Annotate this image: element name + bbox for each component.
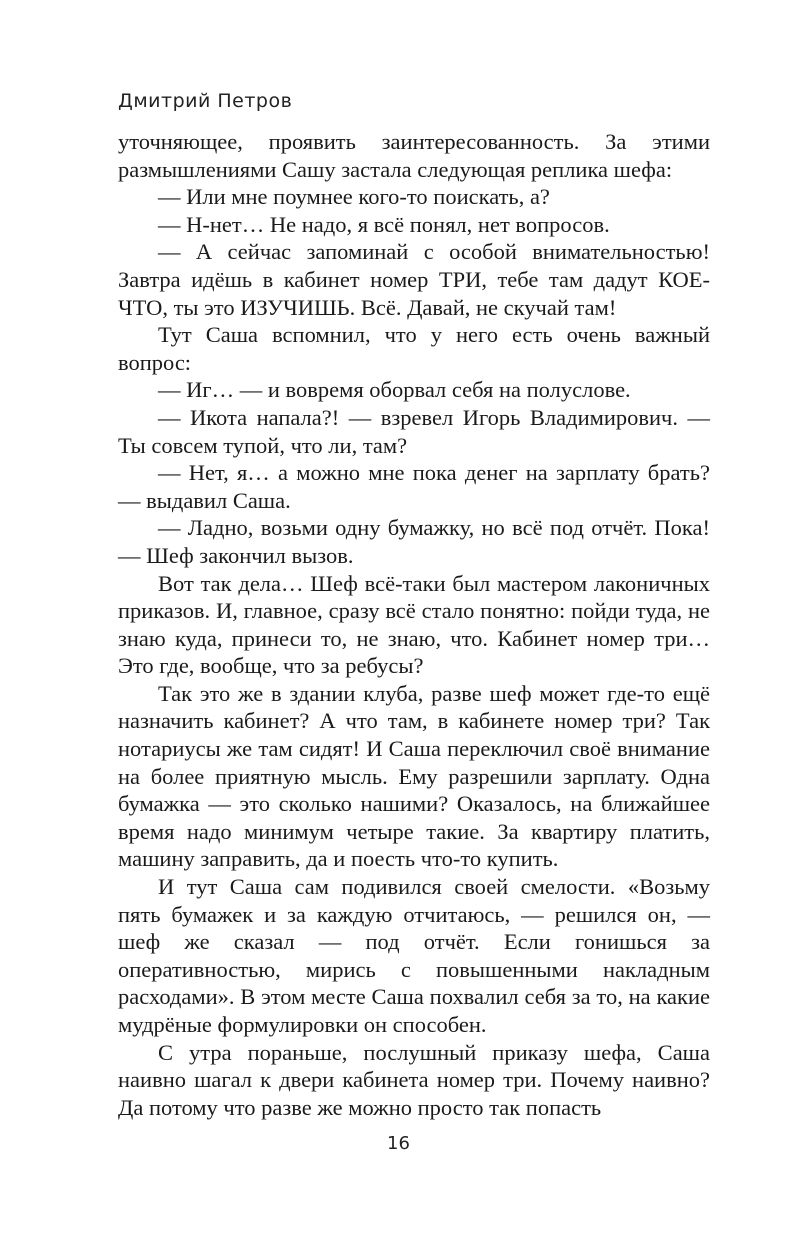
paragraph: Вот так дела… Шеф всё-таки был мастером лаконичных приказов. И, главное, сразу всё стало понятно: пойди туда, не знаю куда, принеси то, не знаю, что. Кабинет номер три… Это где, вообще, что за ребусы? bbox=[118, 570, 710, 679]
running-head: Дмитрий Петров bbox=[118, 90, 293, 112]
paragraph: Тут Саша вспомнил, что у него есть очень важный вопрос: bbox=[118, 322, 710, 375]
paragraph: И тут Саша сам подивился своей смелости. «Возьму пять бумажек и за каждую отчитаюсь, — решился он, — шеф же сказал — под отчёт. Если гонишься за оперативностью, мирись с повышенными накладным расходами». В этом месте Саша похвалил себя за то, на какие мудрёные формулировки он способен. bbox=[118, 874, 710, 1037]
paragraph: — Икота напала?! — взревел Игорь Владимирович. — Ты совсем тупой, что ли, там? bbox=[118, 404, 710, 458]
body-text bbox=[118, 128, 710, 1121]
paragraph: С утра пораньше, послушный приказу шефа, Саша наивно шагал к двери кабинета номер три. Почему наивно? Да потому что разве же можно просто так попасть bbox=[118, 1039, 710, 1120]
paragraph: — Или мне поумнее кого-то поискать, а? bbox=[158, 184, 550, 210]
paragraph: Так это же в здании клуба, разве шеф может где-то ещё назначить кабинет? А что там, в кабинете номер три? Так нотариусы же там сидят! И Саша переключил своё внимание на более приятную мысль. Ему разрешили зарплату. Одна бумажка — это сколько нашими? Оказалось, на ближайшее время надо минимум четыре такие. За квартиру платить, машину заправить, да и поесть что-то купить. bbox=[118, 680, 710, 872]
paragraph: уточняющее, проявить заинтересованность. За этими размышлениями Сашу застала следующая реплика шефа: bbox=[118, 129, 710, 182]
paragraph: — Нет, я… а можно мне пока денег на зарплату брать? — выдавил Саша. bbox=[118, 460, 710, 513]
paragraph: — А сейчас запоминай с особой внимательностью! Завтра идёшь в кабинет номер ТРИ, тебе там дадут КОЕ-ЧТО, ты это ИЗУЧИШЬ. Всё. Давай, не скучай там! bbox=[118, 239, 710, 320]
paragraph: — Ладно, возьми одну бумажку, но всё под отчёт. Пока! — Шеф закончил вызов. bbox=[118, 515, 710, 568]
page-number: 16 bbox=[387, 1133, 410, 1154]
paragraph: — Иг… — и вовремя оборвал себя на полуслове. bbox=[158, 377, 631, 403]
paragraph: — Н-нет… Не надо, я всё понял, нет вопросов. bbox=[158, 211, 610, 237]
